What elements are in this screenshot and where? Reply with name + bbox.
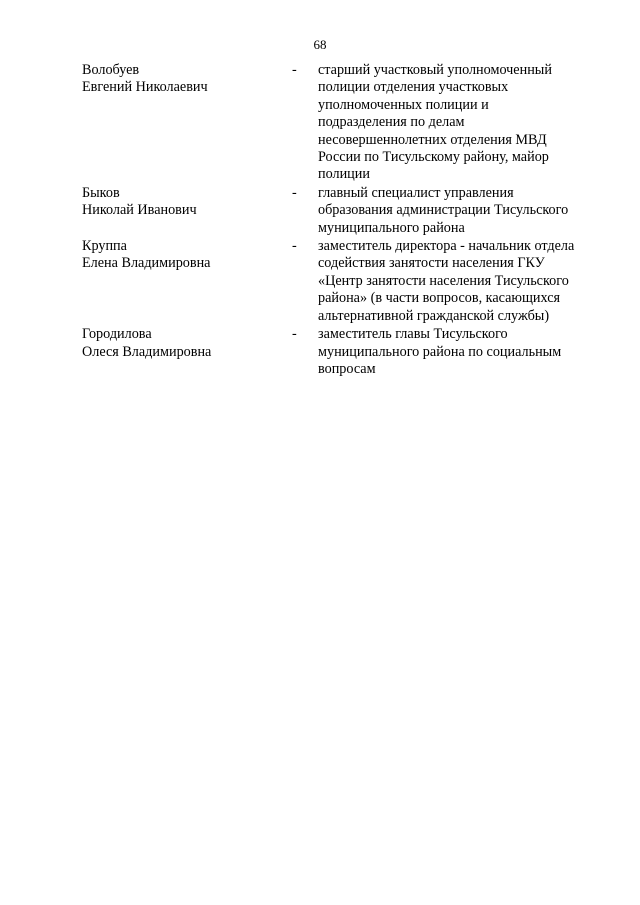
position-line: образования администрации Тисульского bbox=[318, 202, 569, 219]
position-line: «Центр занятости населения Тисульского bbox=[318, 272, 569, 289]
separator-dash: - bbox=[292, 326, 297, 343]
member-given-names: Елена Владимировна bbox=[82, 255, 211, 272]
position-line: уполномоченных полиции и bbox=[318, 96, 489, 113]
separator-dash: - bbox=[292, 62, 297, 78]
position-line: полиции отделения участковых bbox=[318, 79, 509, 96]
separator-dash: - bbox=[292, 238, 297, 255]
member-given-names: Евгений Николаевич bbox=[82, 79, 208, 96]
member-name bbox=[82, 62, 292, 184]
position-line: муниципального района по социальным bbox=[318, 343, 562, 360]
separator-dash: - bbox=[292, 184, 297, 201]
member-surname: Городилова bbox=[82, 326, 152, 343]
position-line: полиции bbox=[318, 166, 370, 183]
member-entry bbox=[82, 238, 602, 325]
page-number: 68 bbox=[313, 37, 327, 52]
member-given-names: Олеся Владимировна bbox=[82, 343, 212, 360]
member-entry bbox=[82, 326, 602, 378]
member-entry bbox=[82, 185, 602, 237]
member-surname: Волобуев bbox=[82, 62, 140, 78]
member-entry bbox=[82, 62, 602, 184]
member-position bbox=[318, 238, 598, 325]
position-line: содействия занятости населения ГКУ bbox=[318, 255, 545, 272]
member-position bbox=[318, 62, 598, 184]
member-position bbox=[318, 185, 598, 237]
position-line: заместитель директора - начальник отдела bbox=[318, 238, 575, 255]
position-line: несовершеннолетних отделения МВД bbox=[318, 131, 547, 148]
position-line: альтернативной гражданской службы) bbox=[318, 307, 550, 324]
member-name bbox=[82, 238, 292, 325]
position-line: заместитель главы Тисульского bbox=[318, 326, 508, 343]
position-line: России по Тисульскому району, майор bbox=[318, 149, 549, 166]
position-line: вопросам bbox=[318, 360, 376, 377]
position-line: старший участковый уполномоченный bbox=[318, 62, 552, 78]
member-list bbox=[82, 62, 602, 379]
position-line: района» (в части вопросов, касающихся bbox=[318, 290, 561, 307]
member-position bbox=[318, 326, 598, 378]
position-line: подразделения по делам bbox=[318, 114, 465, 131]
member-name bbox=[82, 185, 292, 237]
position-line: муниципального района bbox=[318, 219, 465, 236]
member-surname: Круппа bbox=[82, 238, 127, 255]
member-surname: Быков bbox=[82, 184, 120, 201]
member-given-names: Николай Иванович bbox=[82, 202, 197, 219]
member-name bbox=[82, 326, 292, 378]
position-line: главный специалист управления bbox=[318, 184, 514, 201]
